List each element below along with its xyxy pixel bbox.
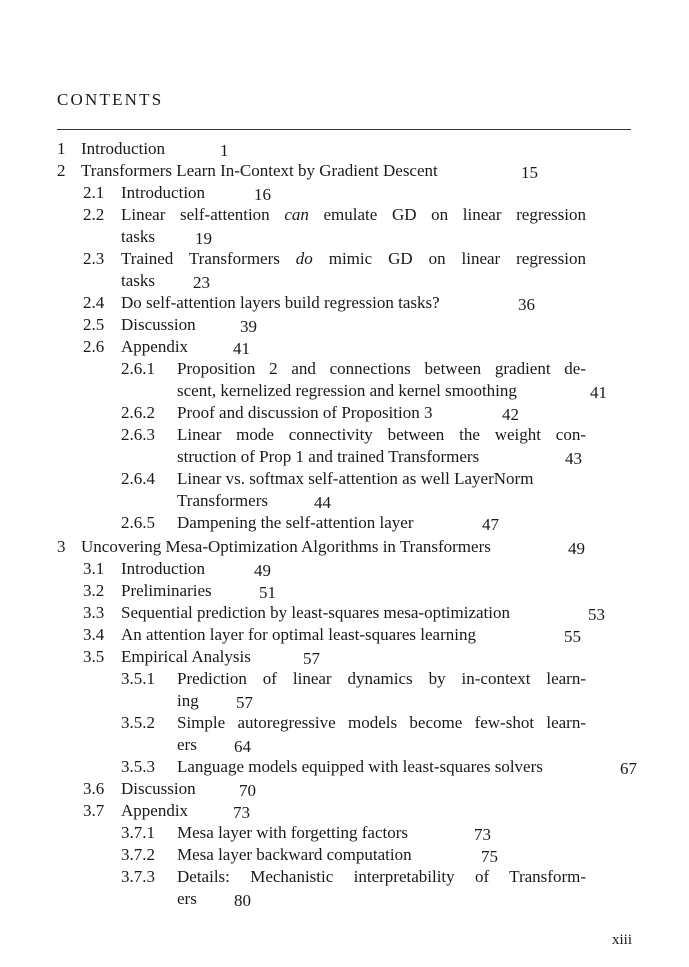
section-title[interactable]: Proposition 2 and connections between gradient de- [177, 359, 586, 378]
page-ref: 57 [236, 693, 253, 712]
section-title[interactable]: struction of Prop 1 and trained Transformers [177, 447, 480, 466]
section-title[interactable]: Sequential prediction by least-squares mesa-optimization [121, 603, 510, 622]
section-title[interactable]: Language models equipped with least-squares solvers [177, 757, 543, 776]
section-number: 2.1 [83, 183, 105, 202]
section-title[interactable]: Linear mode connectivity between the weight con- [177, 425, 586, 444]
section-title[interactable]: ing [177, 691, 199, 710]
page-ref: 73 [474, 825, 491, 844]
page-ref: 55 [564, 627, 581, 646]
page-ref: 51 [259, 583, 276, 602]
section-title[interactable]: Introduction [121, 183, 206, 202]
section-number: 3.6 [83, 779, 105, 798]
page-ref: 75 [481, 847, 498, 866]
section-number: 3.2 [83, 581, 105, 600]
page-ref: 53 [588, 605, 605, 624]
section-number: 2.5 [83, 315, 105, 334]
page-title: CONTENTS [57, 90, 164, 109]
section-title[interactable]: Dampening the self-attention layer [177, 513, 414, 532]
page-ref: 70 [239, 781, 256, 800]
section-title[interactable]: Details: Mechanistic interpretability of Transform- [177, 867, 586, 886]
page-ref: 44 [314, 493, 331, 512]
page-ref: 19 [195, 229, 212, 248]
page-ref: 41 [590, 383, 607, 402]
section-title[interactable]: ers [177, 889, 197, 908]
section-number: 3.7.1 [121, 823, 155, 842]
section-title[interactable]: Simple autoregressive models become few-shot learn- [177, 713, 586, 732]
page-ref: 64 [234, 737, 251, 756]
section-number: 2.6.1 [121, 359, 155, 378]
section-title[interactable]: Empirical Analysis [121, 647, 251, 666]
page-ref: 73 [233, 803, 250, 822]
section-title[interactable]: Mesa layer with forgetting factors [177, 823, 409, 842]
section-title[interactable]: Trained Transformers do mimic GD on linear regression [121, 249, 586, 268]
section-title[interactable]: tasks [121, 271, 155, 290]
section-title[interactable]: Linear vs. softmax self-attention as well LayerNorm [177, 469, 534, 488]
page-ref: 1 [220, 141, 229, 160]
section-title[interactable]: Discussion [121, 315, 196, 334]
section-number: 2.6.3 [121, 425, 155, 444]
section-number: 2.6 [83, 337, 105, 356]
page-ref: 67 [620, 759, 637, 778]
section-title[interactable]: Prediction of linear dynamics by in-context learn- [177, 669, 586, 688]
section-number: 3.5 [83, 647, 105, 666]
section-number: 3.7.2 [121, 845, 155, 864]
section-title[interactable]: Introduction [121, 559, 206, 578]
section-title[interactable]: tasks [121, 227, 155, 246]
section-title[interactable]: scent, kernelized regression and kernel smoothing [177, 381, 517, 400]
section-number: 3.4 [83, 625, 105, 644]
section-number: 3 [57, 537, 66, 556]
section-title[interactable]: Mesa layer backward computation [177, 845, 412, 864]
section-number: 2.6.5 [121, 513, 155, 532]
section-number: 2.3 [83, 249, 105, 268]
section-number: 3.5.3 [121, 757, 155, 776]
section-number: 2 [57, 161, 66, 180]
section-title[interactable]: Do self-attention layers build regression tasks? [121, 293, 440, 312]
section-title[interactable]: Transformers [177, 491, 268, 510]
page-ref: 49 [254, 561, 271, 580]
page-ref: 41 [233, 339, 250, 358]
page-ref: 23 [193, 273, 210, 292]
page-ref: 80 [234, 891, 251, 910]
page-ref: 49 [568, 539, 585, 558]
page-ref: 47 [482, 515, 499, 534]
section-number: 3.5.2 [121, 713, 155, 732]
page-ref: 36 [518, 295, 535, 314]
page-ref: 16 [254, 185, 271, 204]
section-number: 2.4 [83, 293, 105, 312]
section-title[interactable]: Appendix [121, 801, 189, 820]
section-title[interactable]: Discussion [121, 779, 196, 798]
section-title[interactable]: ers [177, 735, 197, 754]
section-title[interactable]: Transformers Learn In-Context by Gradient Descent [81, 161, 438, 180]
section-number: 1 [57, 139, 66, 158]
section-title[interactable]: Uncovering Mesa-Optimization Algorithms in Transformers [81, 537, 491, 556]
section-title[interactable]: Linear self-attention can emulate GD on linear regression [121, 205, 586, 224]
section-title[interactable]: An attention layer for optimal least-squares learning [121, 625, 476, 644]
section-title[interactable]: Preliminaries [121, 581, 212, 600]
section-number: 3.3 [83, 603, 105, 622]
page-ref: 39 [240, 317, 257, 336]
section-number: 3.7.3 [121, 867, 155, 886]
page-ref: 42 [502, 405, 519, 424]
section-title[interactable]: Proof and discussion of Proposition 3 [177, 403, 433, 422]
section-number: 2.2 [83, 205, 105, 224]
page-ref: 57 [303, 649, 320, 668]
section-number: 2.6.4 [121, 469, 155, 488]
heading-rule [57, 129, 631, 130]
section-number: 3.1 [83, 559, 105, 578]
page-ref: 15 [521, 163, 538, 182]
section-title[interactable]: Appendix [121, 337, 189, 356]
page-ref: 43 [565, 449, 582, 468]
section-title[interactable]: Introduction [81, 139, 166, 158]
section-number: 3.7 [83, 801, 105, 820]
section-number: 2.6.2 [121, 403, 155, 422]
page-number: xiii [611, 932, 632, 948]
section-number: 3.5.1 [121, 669, 155, 688]
